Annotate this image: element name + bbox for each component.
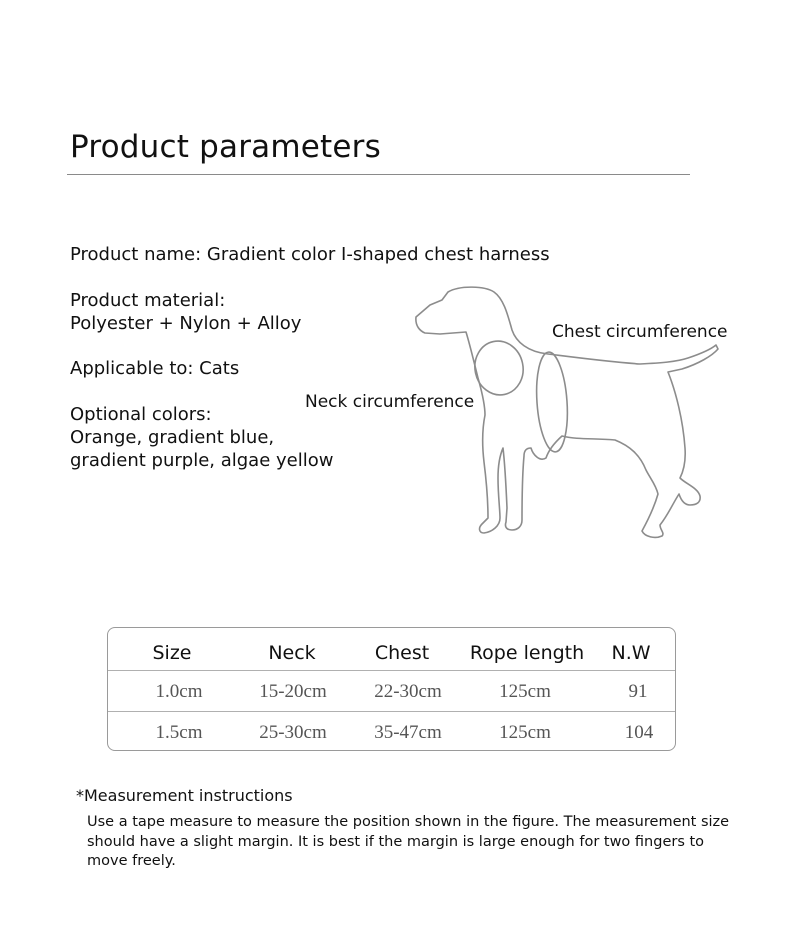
header-size: Size (152, 642, 192, 664)
cell-chest: 35-47cm (374, 722, 442, 743)
cell-neck: 25-30cm (259, 722, 327, 743)
header-rope-length: Rope length (469, 642, 585, 664)
material-value: Polyester + Nylon + Alloy (70, 313, 302, 334)
cell-size: 1.0cm (155, 681, 203, 702)
applicable-to: Applicable to: Cats (70, 358, 240, 379)
product-name: Product name: Gradient color I-shaped chest harness (70, 244, 550, 265)
colors-line-2: gradient purple, algae yellow (70, 450, 334, 471)
cell-nw: 91 (628, 681, 648, 702)
cell-rope-length: 125cm (499, 681, 551, 702)
header-nw: N.W (611, 642, 651, 664)
neck-circumference-label: Neck circumference (305, 392, 475, 412)
cell-rope-length: 125cm (499, 722, 551, 743)
title-divider (67, 174, 690, 175)
material-label: Product material: (70, 290, 226, 311)
measurement-text: Use a tape measure to measure the position shown in the figure. The measurement size should have a slight margin. It is best if the margin is large enough for two fingers to move freely. (87, 814, 730, 869)
cell-size: 1.5cm (155, 722, 203, 743)
row-divider (108, 711, 675, 712)
size-table (107, 627, 676, 751)
dog-outline-icon (300, 280, 740, 550)
header-neck: Neck (268, 642, 316, 664)
measurement-title: *Measurement instructions (76, 786, 293, 805)
measurement-diagram (300, 280, 740, 550)
chest-circumference-label: Chest circumference (552, 322, 728, 342)
page-title: Product parameters (70, 129, 381, 165)
cell-nw: 104 (624, 722, 654, 743)
colors-line-1: Orange, gradient blue, (70, 427, 275, 448)
row-divider (108, 670, 675, 671)
cell-neck: 15-20cm (259, 681, 327, 702)
header-chest: Chest (374, 642, 430, 664)
cell-chest: 22-30cm (374, 681, 442, 702)
colors-label: Optional colors: (70, 404, 212, 425)
